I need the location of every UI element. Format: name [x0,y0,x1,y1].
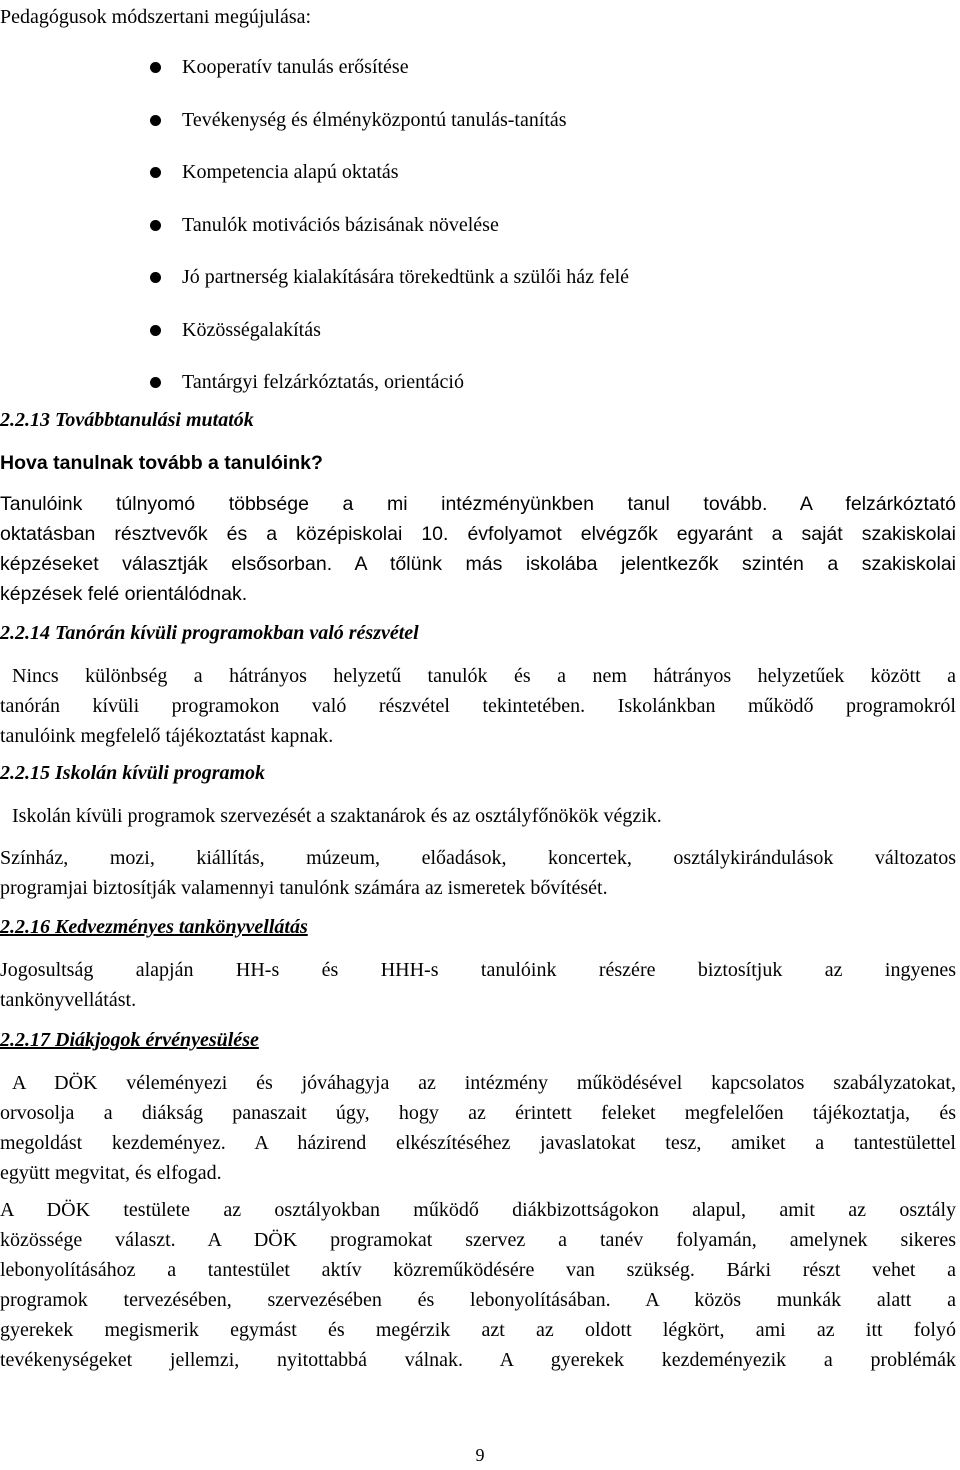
paragraph-2-2-17-a: A DÖK véleményezi és jóváhagyja az intézmény működésével kapcsolatos szabályzatokat, orvosolja a diákság panaszait úgy, hogy az érintett feleket megfelelően tájékoztatja, és megoldást kezdeményez. A házirend elkészítéséhez javaslatokat tesz, amiket a tantestülettel együtt megvitat, és elfogad. [0,1072,956,1184]
subheading-question: Hova tanulnak tovább a tanulóink? [0,452,323,474]
paragraph-2-2-14: Nincs különbség a hátrányos helyzetű tanulók és a nem hátrányos helyzetűek között a tanórán kívüli programokon való részvétel tekintetében. Iskolánkban működő programokról tanulóink megfelelő tájékoztatást kapnak. [0,665,956,747]
list-item: Kooperatív tanulás erősítése [0,52,960,105]
paragraph-2-2-13: Tanulóink túlnyomó többsége a mi intézményünkben tanul tovább. A felzárkóztató oktatásban résztvevők és a középiskolai 10. évfolyamot elvégzők egyaránt a saját szakiskolai képzéseket választják elsősorban. A tőlünk más iskolába jelentkezők szintén a szakiskolai képzések felé orientálódnak. [0,493,956,605]
page-number: 9 [475,1445,485,1465]
list-item: Tantárgyi felzárkóztatás, orientáció [0,367,960,420]
list-item: Közösségalakítás [0,315,960,368]
section-heading-2-2-15: 2.2.15 Iskolán kívüli programok [0,762,266,784]
bullet-icon [150,167,161,178]
paragraph-2-2-15: Színház, mozi, kiállítás, múzeum, előadások, koncertek, osztálykirándulások változatos programjai biztosítják valamennyi tanulónk számára az ismeretek bővítését. [0,847,956,899]
bullet-icon [150,115,161,126]
method-bullet-list [0,52,960,420]
section-heading-2-2-13: 2.2.13 Továbbtanulási mutatók [0,409,254,431]
section-heading-2-2-16: 2.2.16 Kedvezményes tankönyvellátás [0,916,308,938]
list-item: Jó partnerség kialakítására törekedtünk a szülői ház felé [0,262,960,315]
bullet-icon [150,377,161,388]
list-item: Kompetencia alapú oktatás [0,157,960,210]
paragraph-2-2-16: Jogosultság alapján HH-s és HHH-s tanulóink részére biztosítjuk az ingyenes tankönyvellátást. [0,959,956,1011]
section-heading-2-2-17: 2.2.17 Diákjogok érvényesülése [0,1029,259,1051]
bullet-icon [150,325,161,336]
section-heading-2-2-14: 2.2.14 Tanórán kívüli programokban való részvétel [0,622,419,644]
bullet-icon [150,220,161,231]
list-item: Tanulók motivációs bázisának növelése [0,210,960,263]
paragraph-2-2-17-b: A DÖK testülete az osztályokban működő diákbizottságokon alapul, amit az osztály közössége választ. A DÖK programokat szervez a tanév folyamán, amelynek sikeres lebonyolításához a tantestület aktív közreműködésére van szükség. Bárki részt vehet a programok tervezésében, szervezésében és lebonyolításában. A közös munkák alatt a gyerekek megismerik egymást és megérzik azt az oldott légkört, ami az itt folyó tevékenységeket jellemzi, nyitottabbá válnak. A gyerekek kezdeményezik a problémák [0,1199,956,1371]
list-item: Tevékenység és élményközpontú tanulás-tanítás [0,105,960,158]
bullet-icon [150,62,161,73]
intro-title: Pedagógusok módszertani megújulása: [0,6,312,28]
paragraph-2-2-15-first: Iskolán kívüli programok szervezését a szaktanárok és az osztályfőnökök végzik. [12,805,662,827]
bullet-icon [150,272,161,283]
